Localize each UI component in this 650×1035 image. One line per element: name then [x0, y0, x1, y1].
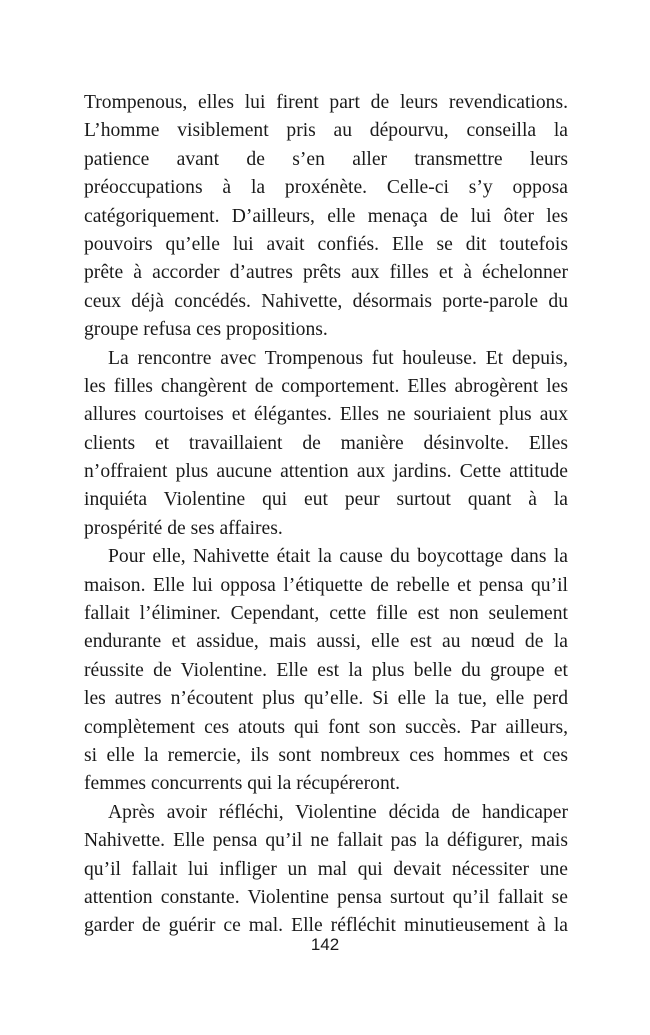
paragraph-4 — [84, 799, 568, 941]
text-line: groupe refusa ces propositions. — [84, 319, 328, 341]
text-line: pouvoirs qu’elle lui avait confiés. Elle se dit toutefois — [84, 233, 568, 255]
text-line: ceux déjà concédés. Nahivette, désormais porte-parole du — [84, 290, 568, 312]
text-line: les filles changèrent de comportement. Elles abrogèrent les — [84, 375, 568, 397]
text-line: clients et travaillaient de manière désinvolte. Elles — [84, 432, 568, 454]
text-line: La rencontre avec Trompenous fut houleuse. Et depuis, — [108, 347, 568, 369]
text-line: catégoriquement. D’ailleurs, elle menaça de lui ôter les — [84, 205, 568, 227]
paragraph-2 — [84, 345, 568, 544]
text-line: patience avant de s’en aller transmettre leurs — [84, 148, 568, 170]
text-line: Pour elle, Nahivette était la cause du boycottage dans la — [108, 546, 568, 568]
text-line: qu’il fallait lui infliger un mal qui devait nécessiter une — [84, 858, 568, 880]
text-line: prospérité de ses affaires. — [84, 517, 283, 539]
text-line: allures courtoises et élégantes. Elles ne souriaient plus aux — [84, 404, 568, 426]
text-line: préoccupations à la proxénète. Celle-ci s’y opposa — [84, 177, 568, 199]
text-line: réussite de Violentine. Elle est la plus belle du groupe et — [84, 659, 568, 681]
text-line: prête à accorder d’autres prêts aux filles et à échelonner — [84, 262, 568, 284]
body-text — [84, 89, 568, 941]
text-line: Après avoir réfléchi, Violentine décida de handicaper — [108, 801, 568, 823]
text-line: garder de guérir ce mal. Elle réfléchit minutieusement à la — [84, 915, 568, 937]
text-line: L’homme visiblement pris au dépourvu, conseilla la — [84, 120, 568, 142]
text-line: attention constante. Violentine pensa surtout qu’il fallait se — [84, 886, 568, 908]
paragraph-3 — [84, 543, 568, 799]
text-line: femmes concurrents qui la récupéreront. — [84, 773, 401, 795]
text-line: endurante et assidue, mais aussi, elle est au nœud de la — [84, 631, 568, 653]
text-line: n’offraient plus aucune attention aux jardins. Cette attitude — [84, 461, 568, 483]
text-line: complètement ces atouts qui font son succès. Par ailleurs, — [84, 716, 568, 738]
page-number: 142 — [310, 935, 340, 954]
text-line: Trompenous, elles lui firent part de leurs revendications. — [84, 92, 568, 113]
text-line: si elle la remercie, ils sont nombreux ces hommes et ces — [84, 744, 568, 766]
text-line: inquiéta Violentine qui eut peur surtout quant à la — [84, 489, 568, 511]
text-line: Nahivette. Elle pensa qu’il ne fallait pas la défigurer, mais — [84, 830, 568, 852]
paragraph-1 — [84, 89, 568, 345]
text-line: maison. Elle lui opposa l’étiquette de rebelle et pensa qu’il — [84, 574, 568, 596]
text-line: fallait l’éliminer. Cependant, cette fille est non seulement — [84, 603, 568, 625]
text-line: les autres n’écoutent plus qu’elle. Si elle la tue, elle perd — [84, 688, 568, 710]
